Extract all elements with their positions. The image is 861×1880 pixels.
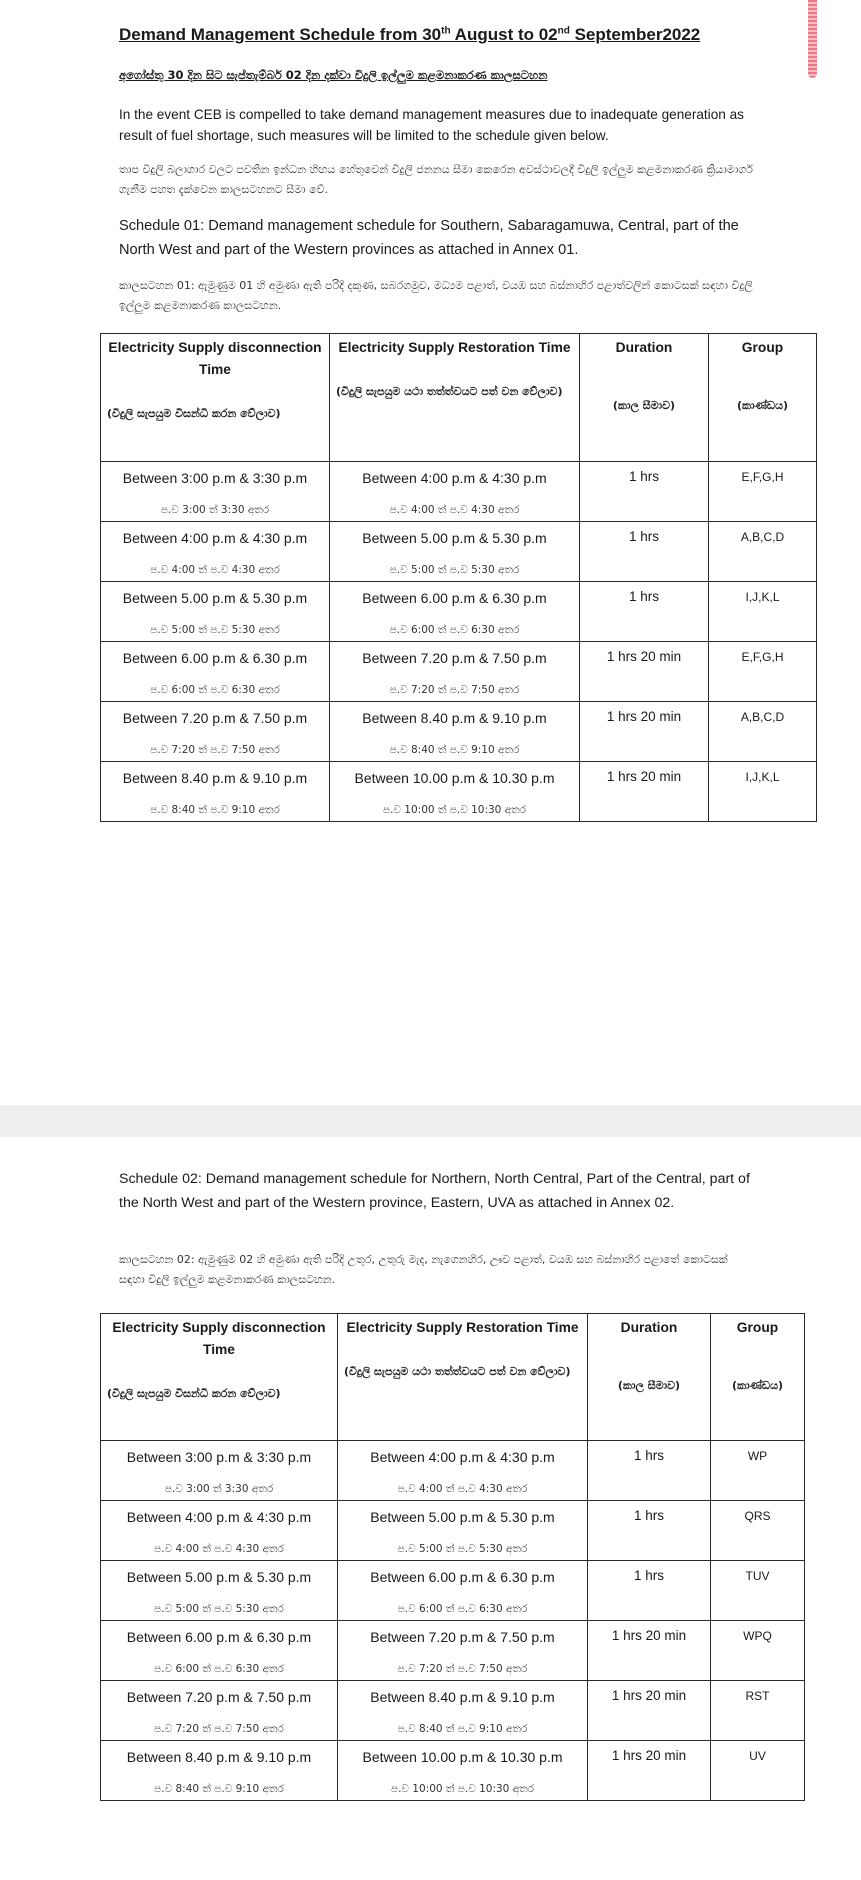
- restoration-time: Between 7.20 p.m & 7.50 p.m: [362, 650, 547, 666]
- disconnection-time: Between 6.00 p.m & 6.30 p.m: [122, 650, 308, 666]
- disconnection-time-sinhala: ප.ව 8:40 ත් ප.ව 9:10 අතර: [154, 1783, 284, 1795]
- group-cell: [709, 462, 817, 522]
- intro-paragraph-sinhala: තාප විදුලි බලාගාර වලට පවතින ඉන්ධන හිඟය හේතුවෙන් විදුලි ජනනය සීමා කෙරෙන අවස්ථාවලදී විදුලි ඉල්ලුම කළමනාකරණ ක්‍රියාමාර්ග ගැනීම පහත දැක්වෙන කාලසටහනට සීමා වේ.: [119, 163, 753, 196]
- restoration-time: Between 5.00 p.m & 5.30 p.m: [370, 1509, 555, 1525]
- disconnection-time-cell: [101, 762, 330, 822]
- restoration-header: [338, 1314, 588, 1441]
- restoration-time-sinhala: ප.ව 8:40 ත් ප.ව 9:10 අතර: [397, 1723, 528, 1735]
- group-cell: [711, 1681, 805, 1741]
- disconnection-time: Between 4:00 p.m & 4:30 p.m: [126, 1509, 312, 1525]
- schedule-2-heading-sinhala: කාලසටහන 02: ඇමුණුම 02 හි අමුණා ඇති පරිදි උතුර, උතුරු මැද, නැගෙනහිර, ඌව පළාත්, වයඹ සහ බස්නාහිර පළාතේ කොටසක් සඳහා විදුලි ඉල්ලුම කළමනාකරණ කාලසටහන.: [119, 1253, 728, 1286]
- disconnection-time: Between 5.00 p.m & 5.30 p.m: [122, 590, 308, 606]
- disconnection-time-sinhala: ප.ව 5:00 ත් ප.ව 5:30 අතර: [150, 624, 280, 636]
- duration-value: 1 hrs 20 min: [611, 1748, 687, 1763]
- duration-value: 1 hrs: [633, 1508, 664, 1523]
- table-row: [101, 522, 817, 582]
- table-header-row: [101, 1314, 805, 1441]
- restoration-time: Between 4:00 p.m & 4:30 p.m: [370, 1449, 555, 1465]
- disconnection-time-cell: [101, 1741, 338, 1801]
- duration-cell: [588, 1501, 711, 1561]
- group-header-si: (කාණ්ඩය): [736, 399, 789, 412]
- duration-value: 1 hrs 20 min: [606, 709, 682, 724]
- restoration-time-sinhala: ප.ව 8:40 ත් ප.ව 9:10 අතර: [389, 744, 520, 756]
- group-cell: [711, 1561, 805, 1621]
- disconnection-time-sinhala: ප.ව 4:00 ත් ප.ව 4:30 අතර: [154, 1543, 284, 1555]
- schedule-1-body: [101, 334, 817, 822]
- duration-value: 1 hrs 20 min: [606, 649, 682, 664]
- group-value: E,F,G,H: [741, 470, 784, 484]
- group-header-en: Group: [736, 1320, 779, 1335]
- group-value: QRS: [744, 1509, 771, 1523]
- group-cell: [711, 1621, 805, 1681]
- duration-cell: [580, 702, 709, 762]
- group-header-en: Group: [741, 340, 784, 355]
- disconnection-time-sinhala: ප.ව 5:00 ත් ප.ව 5:30 අතර: [154, 1603, 284, 1615]
- group-cell: [709, 702, 817, 762]
- duration-header-en: Duration: [620, 1320, 678, 1335]
- table-header-row: [101, 334, 817, 462]
- restoration-time: Between 4:00 p.m & 4:30 p.m: [362, 470, 547, 486]
- disconnection-time-cell: [101, 1501, 338, 1561]
- table-row: [101, 1681, 805, 1741]
- schedule-2-heading: Schedule 02: Demand management schedule for Northern, North Central, Part of the Central, part of the North West and part of the Western province, Eastern, UVA as attached in Annex 02.: [119, 1171, 750, 1211]
- restoration-time-sinhala: ප.ව 7:20 ත් ප.ව 7:50 අතර: [397, 1663, 528, 1675]
- restoration-time-sinhala: ප.ව 5:00 ත් ප.ව 5:30 අතර: [397, 1543, 528, 1555]
- group-cell: [709, 642, 817, 702]
- disconnection-time: Between 5.00 p.m & 5.30 p.m: [126, 1569, 312, 1585]
- restoration-header-si: (විදුලි සැපයුම යථා තත්ත්වයට පත් වන වේලාව): [344, 1365, 571, 1378]
- disconnection-time: Between 7.20 p.m & 7.50 p.m: [126, 1689, 312, 1705]
- disconnection-time-cell: [101, 1561, 338, 1621]
- schedule-2-table: [100, 1313, 805, 1801]
- duration-value: 1 hrs: [628, 529, 659, 544]
- duration-header-en: Duration: [615, 340, 673, 355]
- restoration-time-cell: [338, 1741, 588, 1801]
- restoration-time-sinhala: ප.ව 6:00 ත් ප.ව 6:30 අතර: [389, 624, 520, 636]
- restoration-time-cell: [330, 642, 580, 702]
- table-row: [101, 1741, 805, 1801]
- duration-value: 1 hrs 20 min: [611, 1628, 687, 1643]
- restoration-time: Between 8.40 p.m & 9.10 p.m: [362, 710, 547, 726]
- table-row: [101, 642, 817, 702]
- group-value: WP: [747, 1449, 768, 1463]
- restoration-time-sinhala: ප.ව 10:00 ත් ප.ව 10:30 අතර: [382, 804, 527, 816]
- restoration-time: Between 7.20 p.m & 7.50 p.m: [370, 1629, 555, 1645]
- disconnection-time: Between 7.20 p.m & 7.50 p.m: [122, 710, 308, 726]
- group-header-si: (කාණ්ඩය): [731, 1379, 784, 1392]
- duration-value: 1 hrs 20 min: [606, 769, 682, 784]
- group-cell: [709, 762, 817, 822]
- group-value: I,J,K,L: [745, 770, 780, 784]
- schedule-1-table: [100, 333, 817, 822]
- duration-cell: [588, 1561, 711, 1621]
- restoration-time-cell: [330, 702, 580, 762]
- disconnection-time: Between 8.40 p.m & 9.10 p.m: [122, 770, 308, 786]
- group-cell: [709, 522, 817, 582]
- restoration-time-cell: [338, 1501, 588, 1561]
- document-title-sinhala: අගෝස්තු 30 දින සිට සැප්තැම්බර් 02 දින දක්වා විදුලි ඉල්ලුම කළමනාකරණ කාලසටහන: [119, 68, 548, 82]
- restoration-header-en: Electricity Supply Restoration Time: [338, 340, 571, 355]
- document-title: Demand Management Schedule from 30th August to 02nd September2022: [119, 25, 701, 44]
- disconnection-header: [101, 1314, 338, 1441]
- disconnection-time-cell: [101, 582, 330, 642]
- group-cell: [709, 582, 817, 642]
- schedule-1-heading-sinhala: කාලසටහන 01: ඇමුණුම 01 හි අමුණා ඇති පරිදි දකුණ, සබරගමුව, මධ්‍යම පළාත්, වයඹ සහ බස්නාහිර පළාත්වලින් කොටසක් සඳහා විදුලි ඉල්ලුම කළමනාකරණ කාලසටහන.: [119, 279, 753, 312]
- disconnection-time-cell: [101, 1441, 338, 1501]
- restoration-time-cell: [330, 462, 580, 522]
- table-row: [101, 702, 817, 762]
- group-cell: [711, 1741, 805, 1801]
- group-header: [709, 334, 817, 462]
- disconnection-time-cell: [101, 462, 330, 522]
- restoration-time-cell: [330, 582, 580, 642]
- group-value: A,B,C,D: [740, 530, 785, 544]
- restoration-time: Between 6.00 p.m & 6.30 p.m: [370, 1569, 555, 1585]
- group-value: TUV: [745, 1569, 770, 1583]
- restoration-time: Between 5.00 p.m & 5.30 p.m: [362, 530, 547, 546]
- table-row: [101, 582, 817, 642]
- restoration-time: Between 10.00 p.m & 10.30 p.m: [362, 1749, 563, 1765]
- duration-cell: [588, 1681, 711, 1741]
- duration-header: [588, 1314, 711, 1441]
- page-2: [0, 1137, 861, 1880]
- group-value: RST: [745, 1689, 770, 1703]
- restoration-time-cell: [338, 1441, 588, 1501]
- group-value: UV: [749, 1749, 766, 1763]
- duration-cell: [580, 522, 709, 582]
- disconnection-time-sinhala: ප.ව 8:40 ත් ප.ව 9:10 අතර: [150, 804, 280, 816]
- disconnection-header-si: (විදුලි සැපයුම විසන්ධි කරන වේලාව): [107, 407, 281, 420]
- disconnection-time-sinhala: ප.ව 7:20 ත් ප.ව 7:50 අතර: [150, 744, 280, 756]
- group-value: E,F,G,H: [741, 650, 784, 664]
- restoration-time: Between 8.40 p.m & 9.10 p.m: [370, 1689, 555, 1705]
- group-header: [711, 1314, 805, 1441]
- restoration-header: [330, 334, 580, 462]
- duration-cell: [580, 642, 709, 702]
- restoration-time-sinhala: ප.ව 4:00 ත් ප.ව 4:30 අතර: [389, 504, 520, 516]
- duration-header: [580, 334, 709, 462]
- disconnection-time: Between 8.40 p.m & 9.10 p.m: [126, 1749, 312, 1765]
- disconnection-header: [101, 334, 330, 462]
- table-row: [101, 1441, 805, 1501]
- duration-cell: [588, 1441, 711, 1501]
- restoration-time-cell: [338, 1621, 588, 1681]
- restoration-time-sinhala: ප.ව 5:00 ත් ප.ව 5:30 අතර: [389, 564, 520, 576]
- restoration-time-cell: [338, 1561, 588, 1621]
- restoration-time: Between 10.00 p.m & 10.30 p.m: [354, 770, 555, 786]
- duration-value: 1 hrs: [628, 469, 659, 484]
- page-divider: [0, 1105, 861, 1137]
- duration-value: 1 hrs: [633, 1568, 664, 1583]
- disconnection-header-en: Electricity Supply disconnection Time: [112, 1320, 326, 1357]
- restoration-time-cell: [330, 762, 580, 822]
- disconnection-time-cell: [101, 522, 330, 582]
- table-row: [101, 1561, 805, 1621]
- disconnection-time-sinhala: ප.ව 4:00 ත් ප.ව 4:30 අතර: [150, 564, 280, 576]
- intro-paragraph: In the event CEB is compelled to take demand management measures due to inadequate generation as result of fuel shortage, such measures will be limited to the schedule given below.: [119, 107, 744, 143]
- restoration-time: Between 6.00 p.m & 6.30 p.m: [362, 590, 547, 606]
- table-row: [101, 462, 817, 522]
- group-value: I,J,K,L: [745, 590, 780, 604]
- duration-cell: [588, 1741, 711, 1801]
- disconnection-time: Between 4:00 p.m & 4:30 p.m: [122, 530, 308, 546]
- red-edge-mark: [808, 0, 817, 78]
- disconnection-time-sinhala: ප.ව 3:00 ත් 3:30 අතර: [164, 1483, 274, 1495]
- duration-header-si: (කාල සීමාව): [612, 399, 676, 412]
- restoration-time-cell: [330, 522, 580, 582]
- group-cell: [711, 1441, 805, 1501]
- restoration-time-sinhala: ප.ව 6:00 ත් ප.ව 6:30 අතර: [397, 1603, 528, 1615]
- disconnection-header-si: (විදුලි සැපයුම විසන්ධි කරන වේලාව): [107, 1387, 281, 1400]
- duration-value: 1 hrs: [633, 1448, 664, 1463]
- disconnection-time: Between 6.00 p.m & 6.30 p.m: [126, 1629, 312, 1645]
- disconnection-time-sinhala: ප.ව 3:00 ත් 3:30 අතර: [160, 504, 270, 516]
- restoration-header-en: Electricity Supply Restoration Time: [346, 1320, 579, 1335]
- restoration-time-sinhala: ප.ව 4:00 ත් ප.ව 4:30 අතර: [397, 1483, 528, 1495]
- restoration-time-sinhala: ප.ව 10:00 ත් ප.ව 10:30 අතර: [390, 1783, 535, 1795]
- group-value: WPQ: [743, 1629, 772, 1643]
- schedule-1-heading: Schedule 01: Demand management schedule for Southern, Sabaragamuwa, Central, part of the North West and part of the Western provinces as attached in Annex 01.: [119, 218, 739, 258]
- restoration-time-sinhala: ප.ව 7:20 ත් ප.ව 7:50 අතර: [389, 684, 520, 696]
- disconnection-time-cell: [101, 1681, 338, 1741]
- disconnection-time-sinhala: ප.ව 7:20 ත් ප.ව 7:50 අතර: [154, 1723, 284, 1735]
- group-value: A,B,C,D: [740, 710, 785, 724]
- disconnection-time-sinhala: ප.ව 6:00 ත් ප.ව 6:30 අතර: [154, 1663, 284, 1675]
- restoration-time-cell: [338, 1681, 588, 1741]
- table-row: [101, 1621, 805, 1681]
- disconnection-time-cell: [101, 642, 330, 702]
- disconnection-time: Between 3:00 p.m & 3:30 p.m: [126, 1449, 312, 1465]
- duration-value: 1 hrs 20 min: [611, 1688, 687, 1703]
- restoration-header-si: (විදුලි සැපයුම යථා තත්ත්වයට පත් වන වේලාව): [336, 385, 563, 398]
- duration-cell: [580, 462, 709, 522]
- disconnection-time: Between 3:00 p.m & 3:30 p.m: [122, 470, 308, 486]
- duration-cell: [588, 1621, 711, 1681]
- disconnection-time-cell: [101, 702, 330, 762]
- group-cell: [711, 1501, 805, 1561]
- table-row: [101, 1501, 805, 1561]
- table-row: [101, 762, 817, 822]
- duration-cell: [580, 762, 709, 822]
- schedule-2-body: [101, 1314, 805, 1801]
- duration-value: 1 hrs: [628, 589, 659, 604]
- duration-cell: [580, 582, 709, 642]
- disconnection-time-sinhala: ප.ව 6:00 ත් ප.ව 6:30 අතර: [150, 684, 280, 696]
- duration-header-si: (කාල සීමාව): [617, 1379, 681, 1392]
- disconnection-time-cell: [101, 1621, 338, 1681]
- disconnection-header-en: Electricity Supply disconnection Time: [108, 340, 322, 377]
